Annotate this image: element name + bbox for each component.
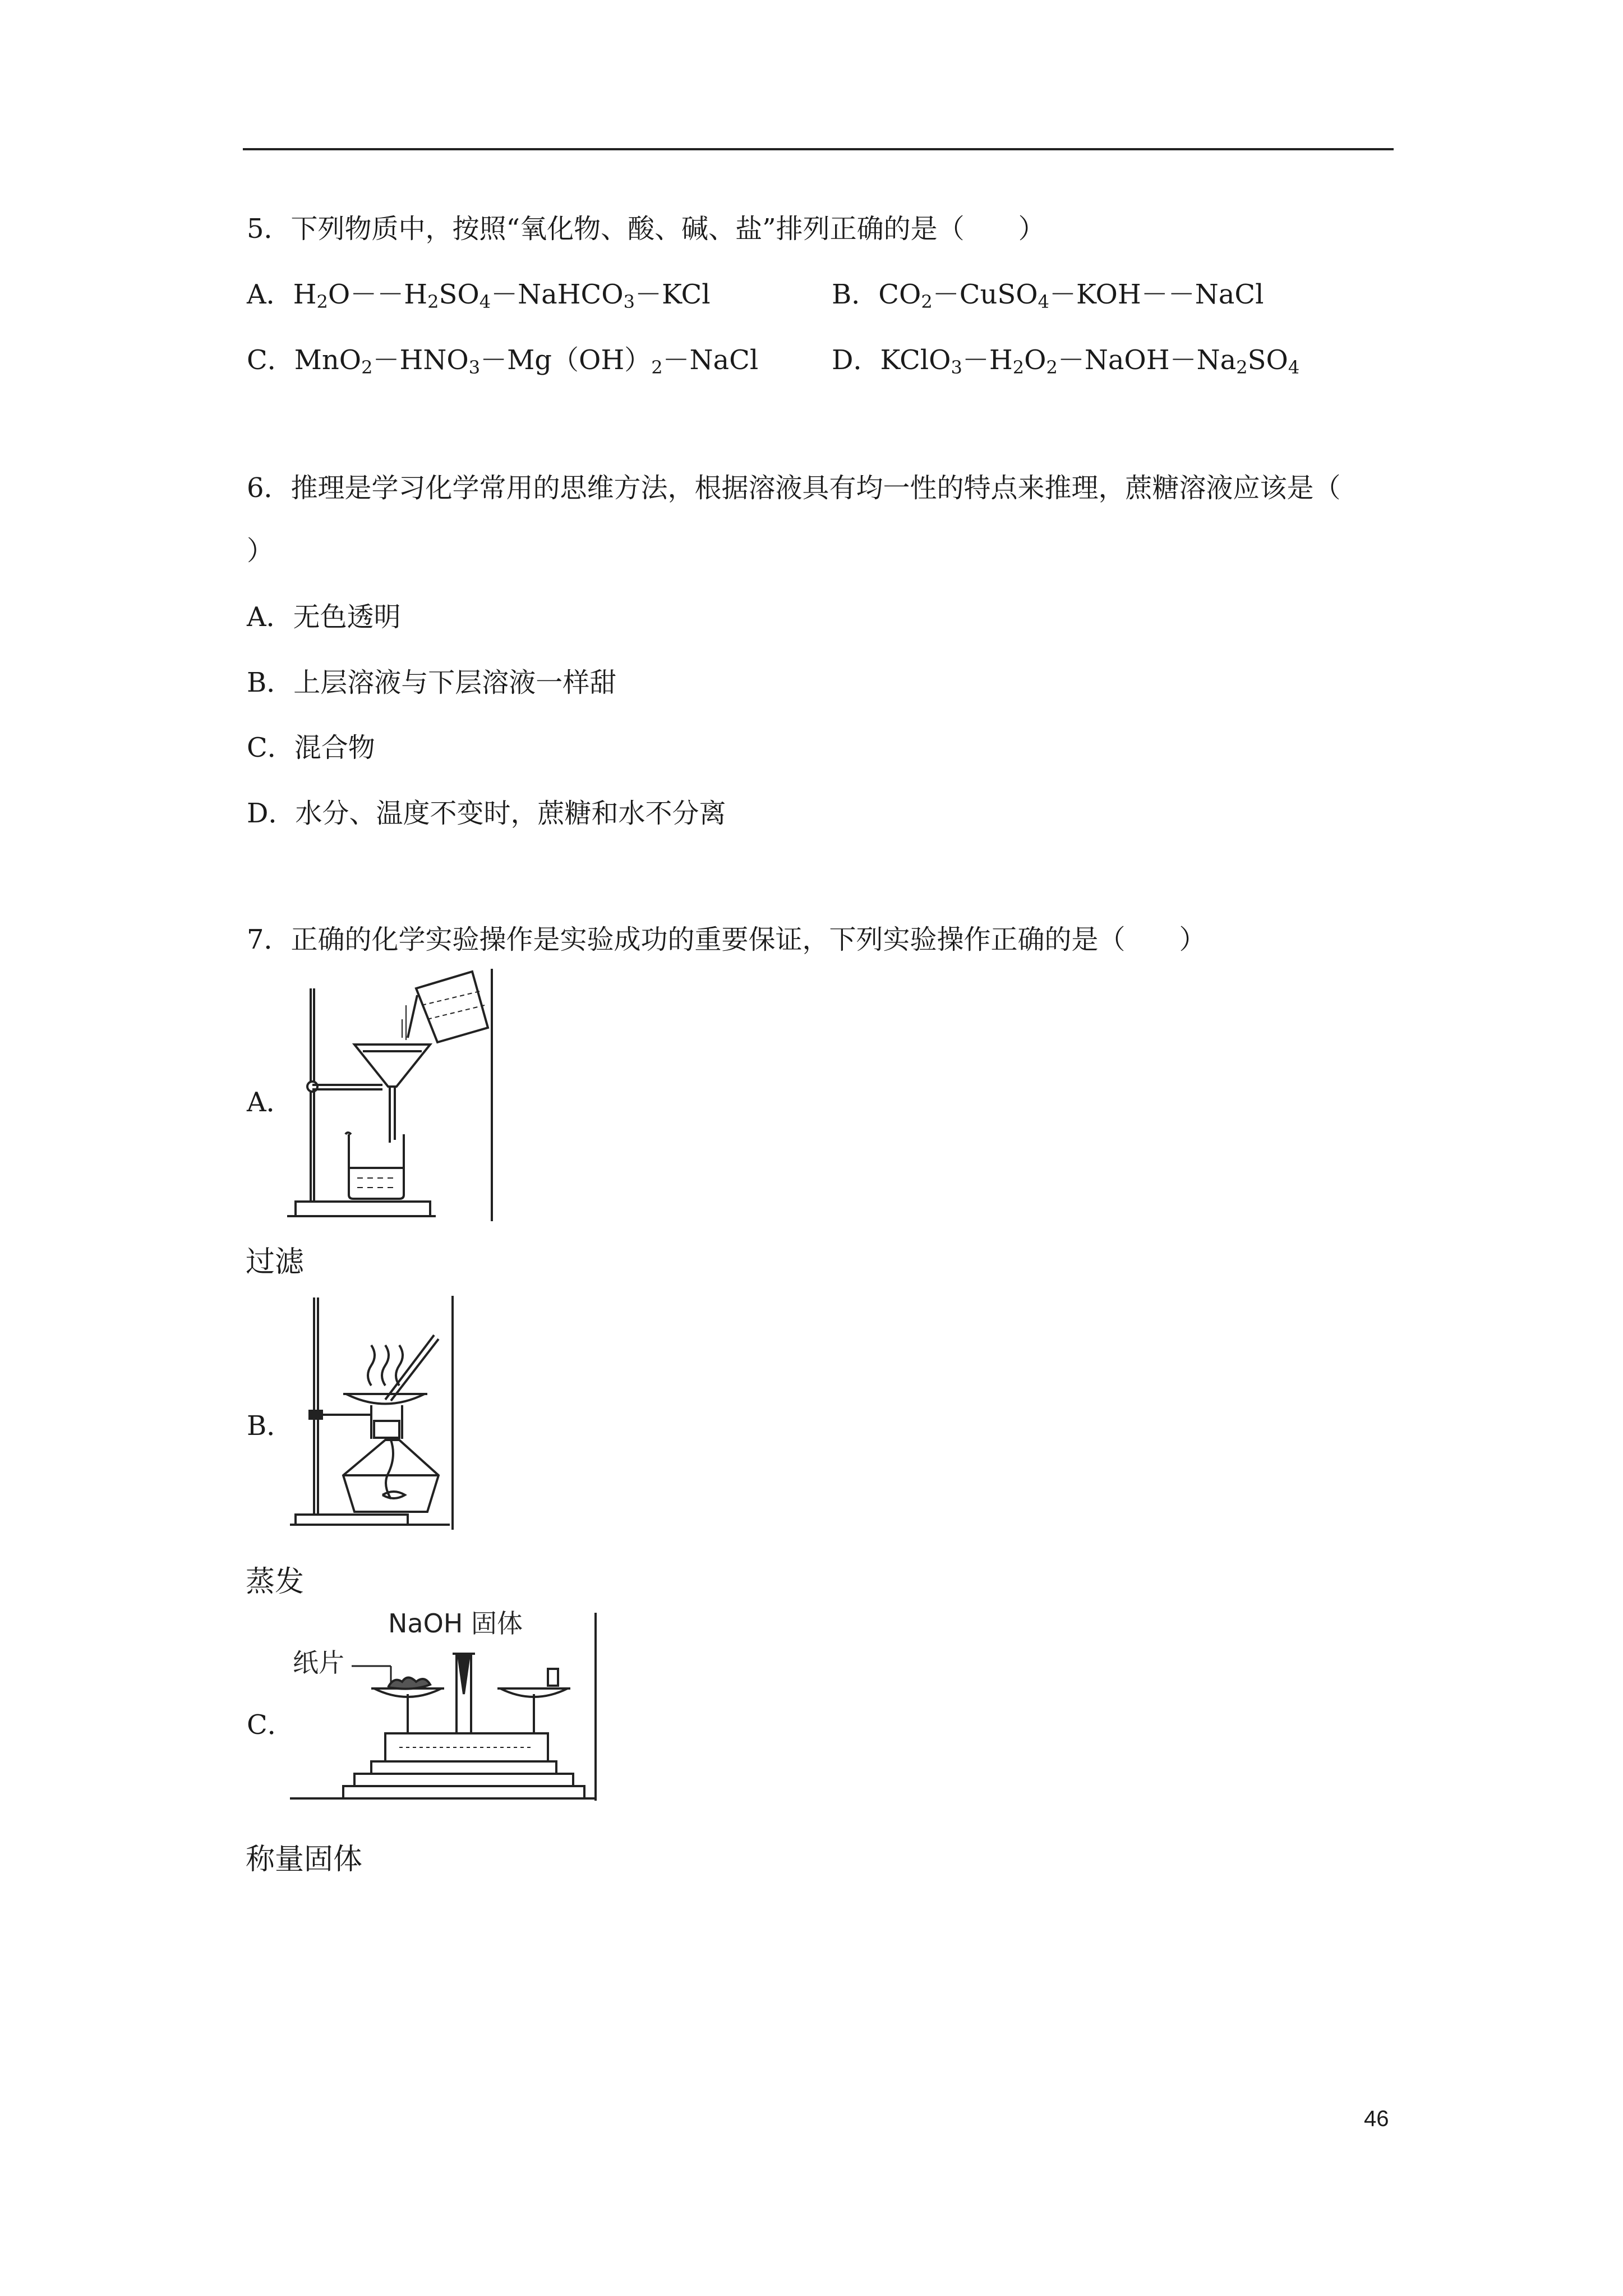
balance-figure — [287, 1610, 598, 1803]
q7-option-c-label: C． — [247, 1709, 294, 1741]
q5-option-c: C．$MnO_2-HNO_3-Mg(OH)_2-NaCl$ — [247, 344, 759, 378]
question-5-stem: 5．下列物质中，按照“氧化物、酸、碱、盐”排列正确的是（ ） — [247, 213, 1045, 245]
q6-option-d: D．水分、温度不变时，蔗糖和水不分离 — [247, 798, 726, 829]
q5-option-a: A．$H_2O--H_2SO_4-NaHCO_3-KCl$ — [247, 279, 711, 312]
q7-option-c-caption: 称量固体 — [246, 1843, 363, 1876]
q7-option-b-label: B． — [247, 1410, 294, 1442]
filtration-figure — [287, 966, 495, 1224]
question-7-stem: 7．正确的化学实验操作是实验成功的重要保证，下列实验操作正确的是（ ） — [247, 924, 1206, 955]
naoh-label: NaOH 固体 — [388, 1610, 523, 1639]
q5-option-d: D．$KClO_3-H_2O_2-NaOH-Na_2SO_4$ — [832, 344, 1300, 378]
page-number: 46 — [1364, 2106, 1389, 2131]
q6-option-a: A．无色透明 — [247, 601, 401, 633]
question-6-stem-line2: ） — [247, 535, 274, 567]
q5-option-b: B．$CO_2-CuSO_4-KOH--NaCl$ — [832, 279, 1264, 312]
q7-option-a-label: A． — [247, 1087, 293, 1118]
q6-option-c: C．混合物 — [247, 732, 375, 763]
evaporation-figure — [287, 1293, 455, 1531]
question-6-stem-line1: 6．推理是学习化学常用的思维方法，根据溶液具有均一性的特点来推理，蔗糖溶液应该是（ — [247, 472, 1341, 504]
q7-option-a-caption: 过滤 — [246, 1245, 305, 1279]
q6-option-b: B．上层溶液与下层溶液一样甜 — [247, 667, 617, 698]
header-rule — [243, 148, 1394, 150]
paper-label: 纸片 — [293, 1648, 344, 1678]
q7-option-b-caption: 蒸发 — [246, 1565, 305, 1599]
